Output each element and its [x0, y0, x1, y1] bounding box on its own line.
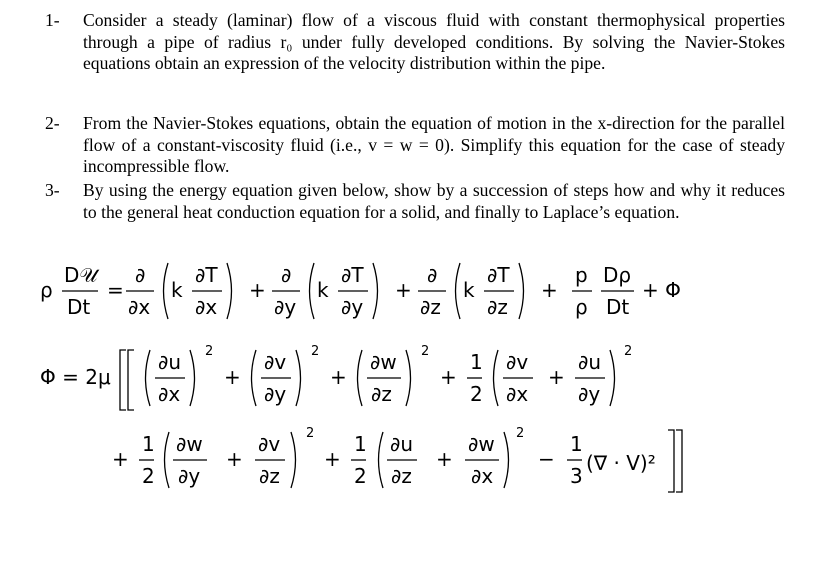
- svg-text:+: +: [395, 278, 412, 302]
- svg-text:∂: ∂: [281, 263, 292, 287]
- svg-text:p: p: [575, 263, 588, 287]
- svg-text:k: k: [171, 278, 183, 302]
- svg-text:1: 1: [354, 432, 367, 456]
- svg-text:∂y: ∂y: [274, 295, 297, 319]
- svg-text:∂z: ∂z: [420, 295, 441, 319]
- svg-text:3: 3: [570, 464, 583, 488]
- svg-text:k: k: [463, 278, 475, 302]
- question-3: [45, 180, 785, 223]
- svg-text:1: 1: [470, 350, 483, 374]
- svg-text:∂x: ∂x: [506, 382, 529, 406]
- svg-text:1: 1: [570, 432, 583, 456]
- svg-text:∂u: ∂u: [390, 432, 414, 456]
- svg-text:∂x: ∂x: [128, 295, 151, 319]
- question-text: From the Navier-Stokes equations, obtain the equation of motion in the x-direction for the parallel flow of a constant-viscosity fluid (i.e., v = w = 0). Simplify this equation for the case of steady incompressible flow.: [83, 113, 785, 176]
- svg-text:∂v: ∂v: [264, 350, 287, 374]
- svg-text:+: +: [224, 365, 241, 389]
- svg-text:∂z: ∂z: [487, 295, 508, 319]
- svg-text:+ Φ: + Φ: [642, 278, 681, 302]
- svg-text:2: 2: [624, 344, 633, 359]
- svg-text:∂w: ∂w: [468, 432, 495, 456]
- svg-text:+: +: [548, 365, 565, 389]
- svg-text:ρ: ρ: [575, 295, 588, 319]
- svg-text:∂: ∂: [135, 263, 146, 287]
- svg-text:+: +: [541, 278, 558, 302]
- svg-text:2: 2: [516, 426, 525, 441]
- svg-text:D𝒰: D𝒰: [64, 263, 98, 287]
- energy-equation: [40, 251, 740, 331]
- svg-text:+: +: [440, 365, 457, 389]
- svg-text:+: +: [112, 447, 129, 471]
- svg-text:(∇ · V)²: (∇ · V)²: [586, 451, 656, 475]
- svg-text:+: +: [226, 447, 243, 471]
- question-2: [45, 113, 785, 178]
- svg-text:∂u: ∂u: [158, 350, 182, 374]
- svg-text:∂y: ∂y: [341, 295, 364, 319]
- svg-text:∂y: ∂y: [264, 382, 287, 406]
- question-text: Consider a steady (laminar) flow of a viscous fluid with constant thermophysical properties through a pipe of radius r₀ under fully developed conditions. By solving the Navier-Stokes equations obtain an expression of the velocity distribution within the pipe.: [83, 10, 785, 73]
- question-number: 1-: [45, 10, 60, 30]
- svg-text:−: −: [538, 447, 555, 471]
- svg-text:ρ: ρ: [40, 278, 53, 302]
- dissipation-equation-line-2: [40, 420, 760, 504]
- svg-text:∂v: ∂v: [506, 350, 529, 374]
- svg-text:∂x: ∂x: [195, 295, 218, 319]
- svg-text:∂T: ∂T: [487, 263, 510, 287]
- dissipation-equation-line-1: [40, 338, 760, 422]
- svg-text:∂z: ∂z: [371, 382, 392, 406]
- svg-text:∂z: ∂z: [259, 464, 280, 488]
- question-number: 2-: [45, 113, 60, 133]
- svg-text:∂w: ∂w: [370, 350, 397, 374]
- question-text: By using the energy equation given below, show by a succession of steps how and why it reduces to the general heat conduction equation for a solid, and finally to Laplace’s equation.: [83, 180, 785, 222]
- svg-text:2: 2: [311, 344, 320, 359]
- svg-text:∂: ∂: [427, 263, 438, 287]
- svg-text:=: =: [107, 278, 124, 302]
- svg-text:∂x: ∂x: [158, 382, 181, 406]
- svg-text:+: +: [249, 278, 266, 302]
- svg-text:k: k: [317, 278, 329, 302]
- svg-text:Dt: Dt: [67, 295, 91, 319]
- svg-text:2: 2: [205, 344, 214, 359]
- svg-text:∂x: ∂x: [471, 464, 494, 488]
- svg-text:1: 1: [142, 432, 155, 456]
- svg-text:2: 2: [354, 464, 367, 488]
- svg-text:∂u: ∂u: [578, 350, 602, 374]
- svg-text:∂w: ∂w: [176, 432, 203, 456]
- question-1: [45, 10, 785, 75]
- svg-text:Dt: Dt: [606, 295, 630, 319]
- svg-text:∂z: ∂z: [391, 464, 412, 488]
- svg-text:2: 2: [421, 344, 430, 359]
- svg-text:2: 2: [470, 382, 483, 406]
- svg-text:+: +: [436, 447, 453, 471]
- svg-text:+: +: [330, 365, 347, 389]
- svg-text:∂v: ∂v: [258, 432, 281, 456]
- svg-text:Dρ: Dρ: [603, 263, 632, 287]
- svg-text:∂y: ∂y: [178, 464, 201, 488]
- question-number: 3-: [45, 180, 60, 200]
- svg-text:∂T: ∂T: [195, 263, 218, 287]
- svg-text:Φ = 2μ: Φ = 2μ: [40, 365, 111, 389]
- svg-text:2: 2: [306, 426, 315, 441]
- svg-text:∂T: ∂T: [341, 263, 364, 287]
- svg-text:2: 2: [142, 464, 155, 488]
- svg-text:∂y: ∂y: [578, 382, 601, 406]
- svg-text:+: +: [324, 447, 341, 471]
